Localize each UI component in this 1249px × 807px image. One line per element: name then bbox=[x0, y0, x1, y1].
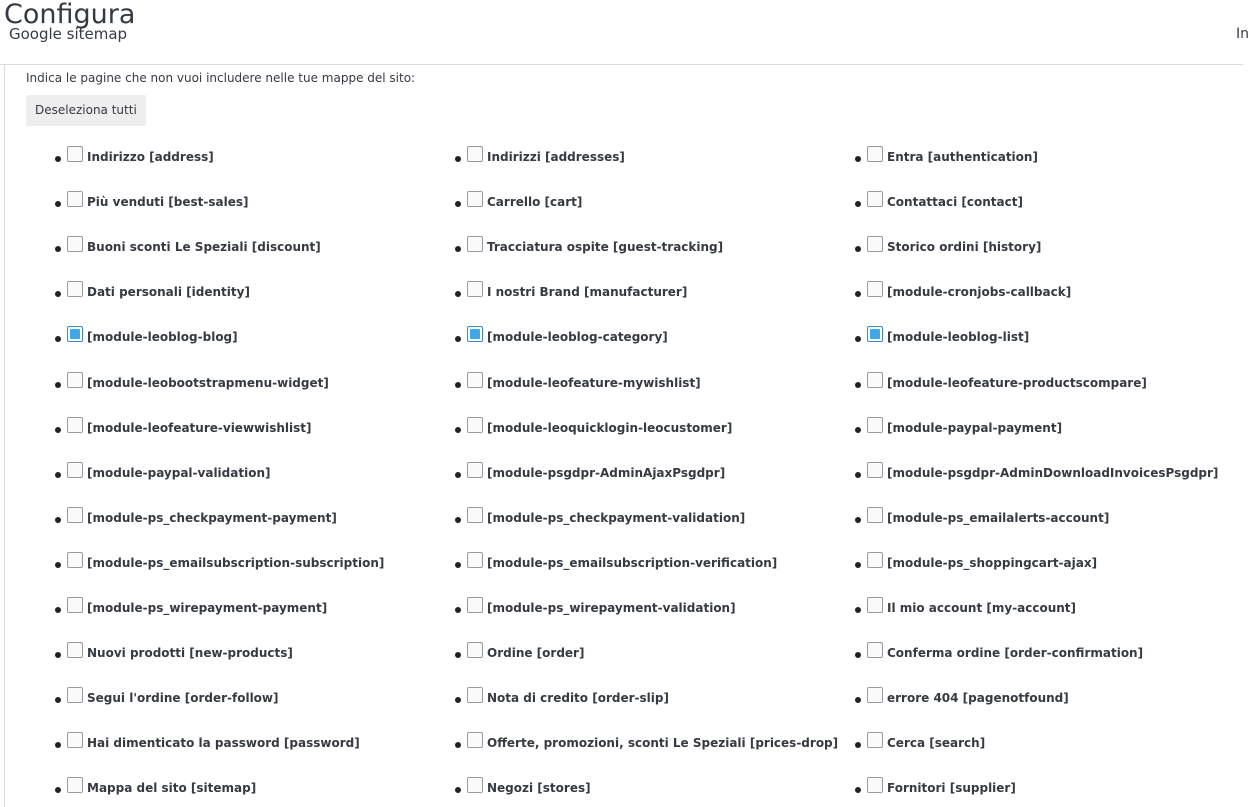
page-checkbox[interactable] bbox=[467, 642, 483, 658]
list-bullet bbox=[455, 336, 461, 342]
page-label[interactable]: errore 404 [pagenotfound] bbox=[887, 691, 1069, 705]
page-checkbox[interactable] bbox=[67, 146, 83, 162]
page-label[interactable]: [module-leoquicklogin-leocustomer] bbox=[487, 421, 733, 435]
page-checkbox[interactable] bbox=[67, 777, 83, 793]
list-bullet bbox=[855, 201, 861, 207]
page-checkbox[interactable] bbox=[867, 687, 883, 703]
page-checkbox[interactable] bbox=[467, 236, 483, 252]
list-bullet bbox=[55, 472, 61, 478]
page-label[interactable]: [module-leofeature-viewwishlist] bbox=[87, 421, 312, 435]
list-bullet bbox=[55, 427, 61, 433]
list-bullet bbox=[455, 201, 461, 207]
page-checkbox[interactable] bbox=[867, 552, 883, 568]
page-checkbox[interactable] bbox=[67, 597, 83, 613]
page-checkbox[interactable] bbox=[467, 507, 483, 523]
list-bullet bbox=[855, 517, 861, 523]
page-checkbox[interactable] bbox=[67, 552, 83, 568]
page-label[interactable]: [module-leofeature-productscompare] bbox=[887, 376, 1147, 390]
page-checkbox[interactable] bbox=[67, 236, 83, 252]
page-checkbox[interactable] bbox=[467, 372, 483, 388]
page-label[interactable]: Il mio account [my-account] bbox=[887, 601, 1077, 615]
page-checkbox[interactable] bbox=[467, 191, 483, 207]
page-label[interactable]: Buoni sconti Le Speziali [discount] bbox=[87, 240, 321, 254]
page-label[interactable]: Indirizzo [address] bbox=[87, 150, 214, 164]
list-bullet bbox=[455, 427, 461, 433]
list-bullet bbox=[855, 697, 861, 703]
list-bullet bbox=[55, 742, 61, 748]
list-bullet bbox=[455, 382, 461, 388]
page-label[interactable]: [module-ps_emailsubscription-verification] bbox=[487, 556, 778, 570]
list-bullet bbox=[855, 787, 861, 793]
list-bullet bbox=[455, 472, 461, 478]
page-checkbox[interactable] bbox=[67, 732, 83, 748]
page-label[interactable]: Carrello [cart] bbox=[487, 195, 583, 209]
list-bullet bbox=[855, 382, 861, 388]
page-checkbox[interactable] bbox=[467, 326, 483, 342]
page-label[interactable]: Nuovi prodotti [new-products] bbox=[87, 646, 293, 660]
list-bullet bbox=[55, 652, 61, 658]
list-bullet bbox=[55, 517, 61, 523]
page-label[interactable]: [module-leoblog-blog] bbox=[87, 330, 238, 344]
list-bullet bbox=[55, 156, 61, 162]
list-bullet bbox=[855, 336, 861, 342]
page-header bbox=[0, 0, 1249, 65]
page-label[interactable]: [module-ps_checkpayment-validation] bbox=[487, 511, 746, 525]
page-checkbox[interactable] bbox=[867, 732, 883, 748]
page-checkbox[interactable] bbox=[467, 732, 483, 748]
list-bullet bbox=[55, 697, 61, 703]
page-checkbox[interactable] bbox=[467, 552, 483, 568]
list-bullet bbox=[455, 156, 461, 162]
page-checkbox[interactable] bbox=[867, 597, 883, 613]
page-label[interactable]: [module-ps_checkpayment-payment] bbox=[87, 511, 337, 525]
page-label[interactable]: Fornitori [supplier] bbox=[887, 781, 1016, 795]
page-checkbox[interactable] bbox=[67, 417, 83, 433]
page-label[interactable]: [module-leoblog-category] bbox=[487, 330, 668, 344]
list-bullet bbox=[455, 697, 461, 703]
page-checkbox[interactable] bbox=[467, 462, 483, 478]
list-bullet bbox=[455, 652, 461, 658]
list-bullet bbox=[855, 472, 861, 478]
page-label[interactable]: [module-leobootstrapmenu-widget] bbox=[87, 376, 329, 390]
page-checkbox[interactable] bbox=[67, 507, 83, 523]
page-checkbox[interactable] bbox=[67, 191, 83, 207]
page-checkbox[interactable] bbox=[867, 642, 883, 658]
page-label[interactable]: Entra [authentication] bbox=[887, 150, 1038, 164]
deselect-all-button[interactable]: Deseleziona tutti bbox=[26, 95, 146, 126]
page-label[interactable]: [module-ps_emailsubscription-subscription] bbox=[87, 556, 385, 570]
page-label[interactable]: [module-paypal-validation] bbox=[87, 466, 271, 480]
page-checkbox[interactable] bbox=[867, 191, 883, 207]
breadcrumb[interactable]: Google sitemap bbox=[9, 25, 128, 43]
page-label[interactable]: Ordine [order] bbox=[487, 646, 585, 660]
page-label[interactable]: [module-ps_wirepayment-payment] bbox=[87, 601, 328, 615]
list-bullet bbox=[55, 201, 61, 207]
page-label[interactable]: Nota di credito [order-slip] bbox=[487, 691, 669, 705]
page-label[interactable]: [module-ps_emailalerts-account] bbox=[887, 511, 1110, 525]
list-bullet bbox=[855, 742, 861, 748]
list-bullet bbox=[855, 291, 861, 297]
intro-text: Indica le pagine che non vuoi includere nelle tue mappe del sito: bbox=[26, 71, 416, 85]
list-bullet bbox=[55, 246, 61, 252]
page-checkbox[interactable] bbox=[867, 281, 883, 297]
list-bullet bbox=[455, 742, 461, 748]
list-bullet bbox=[855, 427, 861, 433]
page-checkbox[interactable] bbox=[867, 372, 883, 388]
page-label[interactable]: [module-paypal-payment] bbox=[887, 421, 1063, 435]
page-checkbox[interactable] bbox=[867, 326, 883, 342]
list-bullet bbox=[55, 562, 61, 568]
page-checkbox[interactable] bbox=[67, 372, 83, 388]
page-checkbox[interactable] bbox=[67, 642, 83, 658]
list-bullet bbox=[455, 787, 461, 793]
list-bullet bbox=[855, 652, 861, 658]
page-checkbox[interactable] bbox=[467, 281, 483, 297]
page-checkbox[interactable] bbox=[467, 687, 483, 703]
page-checkbox[interactable] bbox=[67, 687, 83, 703]
page-label[interactable]: Conferma ordine [order-confirmation] bbox=[887, 646, 1144, 660]
list-bullet bbox=[55, 382, 61, 388]
page-checkbox[interactable] bbox=[67, 281, 83, 297]
page-label[interactable]: [module-ps_wirepayment-validation] bbox=[487, 601, 736, 615]
page-label[interactable]: Contattaci [contact] bbox=[887, 195, 1023, 209]
page-label[interactable]: Mappa del sito [sitemap] bbox=[87, 781, 257, 795]
list-bullet bbox=[455, 607, 461, 613]
page-checkbox[interactable] bbox=[867, 146, 883, 162]
page-label[interactable]: Segui l'ordine [order-follow] bbox=[87, 691, 279, 705]
page-checkbox[interactable] bbox=[67, 326, 83, 342]
page-label[interactable]: Più venduti [best-sales] bbox=[87, 195, 249, 209]
page-label[interactable]: Hai dimenticato la password [password] bbox=[87, 736, 360, 750]
page-checkbox[interactable] bbox=[467, 597, 483, 613]
page-label[interactable]: [module-psgdpr-AdminDownloadInvoicesPsgdpr] bbox=[887, 466, 1219, 480]
list-bullet bbox=[855, 156, 861, 162]
page-title: Configura bbox=[4, 0, 136, 30]
list-bullet bbox=[855, 562, 861, 568]
page-label[interactable]: [module-ps_shoppingcart-ajax] bbox=[887, 556, 1098, 570]
page-checkbox[interactable] bbox=[867, 777, 883, 793]
page-label[interactable]: Cerca [search] bbox=[887, 736, 986, 750]
page-checkbox[interactable] bbox=[467, 146, 483, 162]
page-label[interactable]: Indirizzi [addresses] bbox=[487, 150, 625, 164]
page-checkbox[interactable] bbox=[867, 462, 883, 478]
page-label[interactable]: [module-leoblog-list] bbox=[887, 330, 1030, 344]
sitemap-pages-panel bbox=[4, 65, 1244, 807]
list-bullet bbox=[855, 246, 861, 252]
page-label[interactable]: [module-cronjobs-callback] bbox=[887, 285, 1072, 299]
page-label[interactable]: Offerte, promozioni, sconti Le Speziali [prices-drop] bbox=[487, 736, 839, 750]
page-checkbox[interactable] bbox=[467, 417, 483, 433]
page-label[interactable]: Dati personali [identity] bbox=[87, 285, 250, 299]
header-right-link[interactable]: In bbox=[1236, 26, 1249, 42]
list-bullet bbox=[455, 517, 461, 523]
page-checkbox[interactable] bbox=[67, 462, 83, 478]
list-bullet bbox=[55, 291, 61, 297]
page-checkbox[interactable] bbox=[867, 507, 883, 523]
page-checkbox[interactable] bbox=[867, 417, 883, 433]
page-label[interactable]: [module-psgdpr-AdminAjaxPsgdpr] bbox=[487, 466, 726, 480]
list-bullet bbox=[55, 336, 61, 342]
page-checkbox[interactable] bbox=[467, 777, 483, 793]
list-bullet bbox=[455, 291, 461, 297]
page-label[interactable]: Tracciatura ospite [guest-tracking] bbox=[487, 240, 724, 254]
list-bullet bbox=[55, 607, 61, 613]
page-label[interactable]: [module-leofeature-mywishlist] bbox=[487, 376, 701, 390]
page-label[interactable]: Storico ordini [history] bbox=[887, 240, 1042, 254]
page-checkbox[interactable] bbox=[867, 236, 883, 252]
list-bullet bbox=[455, 246, 461, 252]
list-bullet bbox=[855, 607, 861, 613]
page-label[interactable]: I nostri Brand [manufacturer] bbox=[487, 285, 688, 299]
page-label[interactable]: Negozi [stores] bbox=[487, 781, 591, 795]
list-bullet bbox=[455, 562, 461, 568]
list-bullet bbox=[55, 787, 61, 793]
